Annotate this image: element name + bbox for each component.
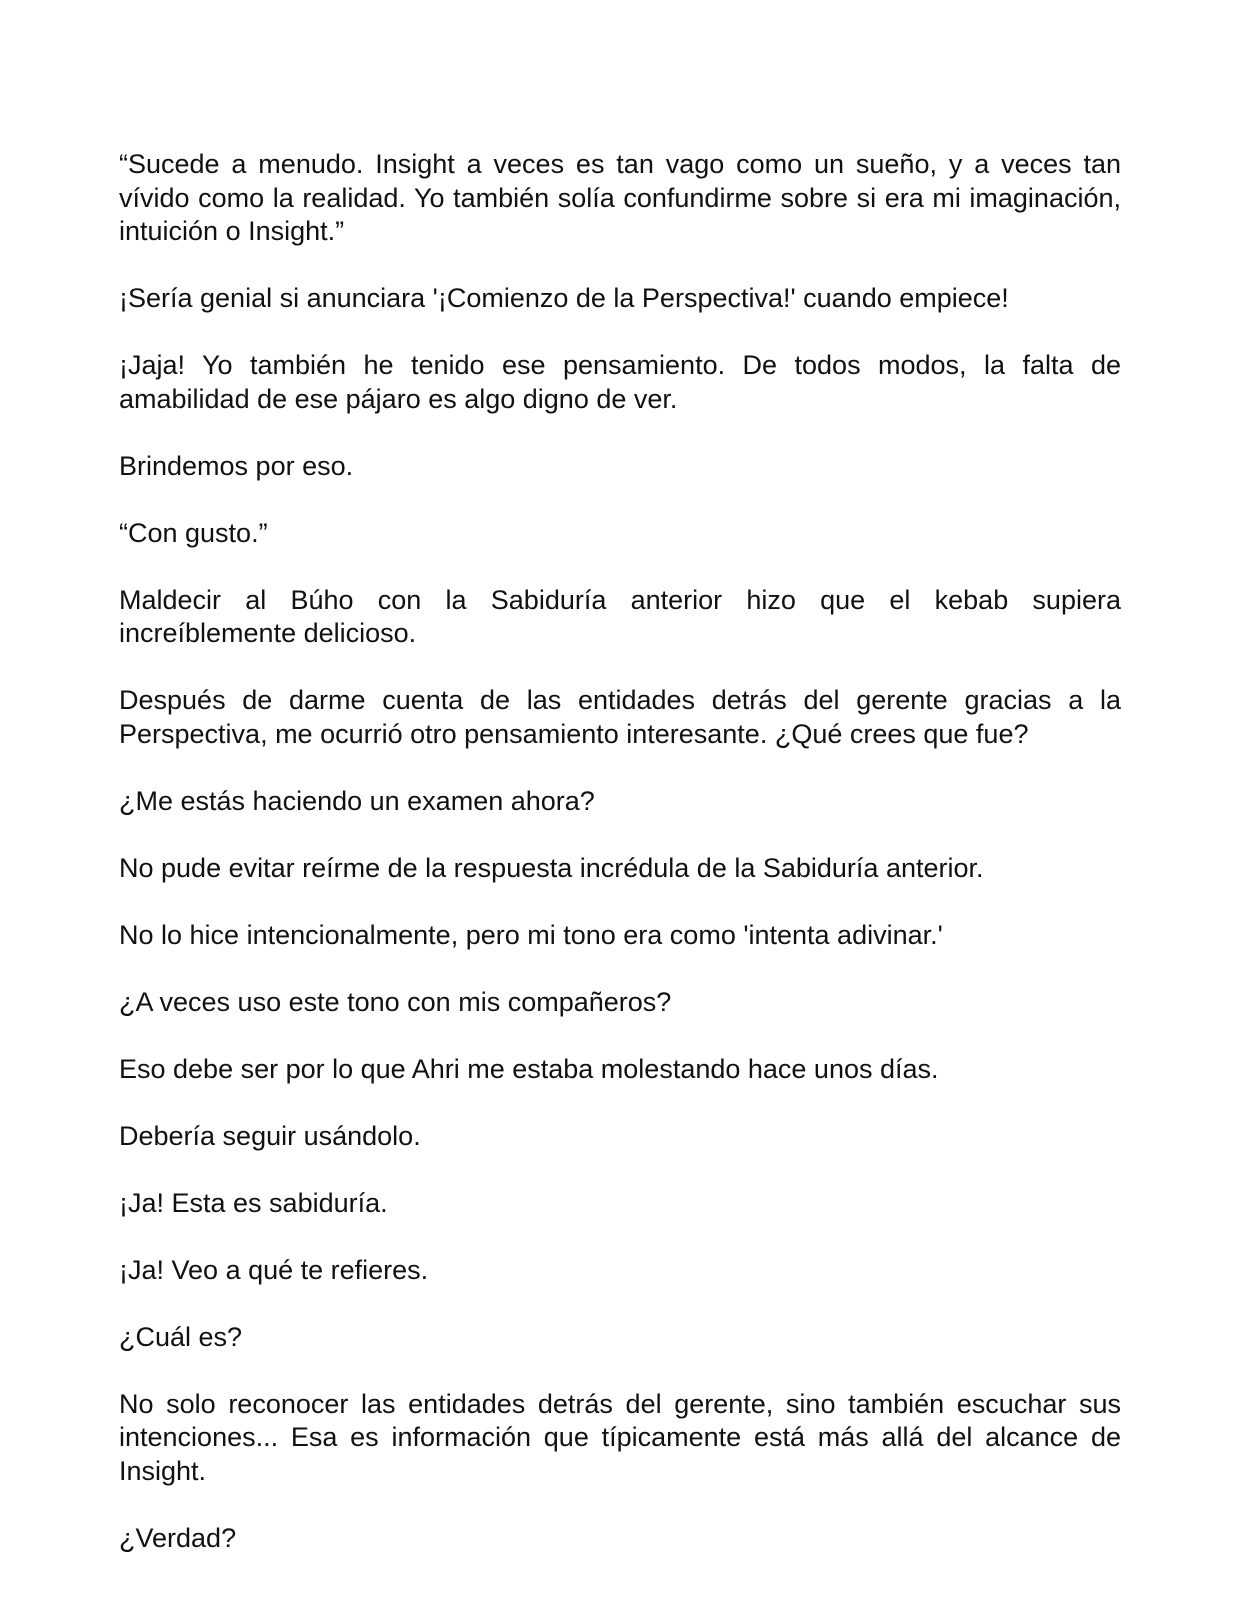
paragraph: ¡Sería genial si anunciara '¡Comienzo de la Perspectiva!' cuando empiece! — [119, 283, 1009, 313]
paragraph: ¿A veces uso este tono con mis compañeros? — [119, 986, 672, 1017]
paragraph: Maldecir al Búho con la Sabiduría anterior hizo que el kebab supiera increíblemente delicioso. — [119, 584, 1121, 648]
paragraph: Eso debe ser por lo que Ahri me estaba molestando hace unos días. — [119, 1053, 939, 1084]
paragraph: Después de darme cuenta de las entidades detrás del gerente gracias a la Perspectiva, me ocurrió otro pensamiento interesante. ¿Qué crees que fue? — [119, 685, 1121, 749]
paragraph: No lo hice intencionalmente, pero mi tono era como 'intenta adivinar.' — [119, 919, 943, 950]
paragraph: “Con gusto.” — [119, 517, 268, 548]
paragraph: ¿Me estás haciendo un examen ahora? — [119, 785, 595, 816]
paragraph: ¿Cuál es? — [119, 1321, 243, 1352]
paragraph: ¿Verdad? — [119, 1522, 237, 1553]
paragraph: ¡Jaja! Yo también he tenido ese pensamiento. De todos modos, la falta de amabilidad de ese pájaro es algo digno de ver. — [119, 350, 1121, 414]
paragraph: No solo reconocer las entidades detrás del gerente, sino también escuchar sus intenciones... Esa es información que típicamente está más allá del alcance de Insight. — [119, 1388, 1121, 1486]
document-body — [119, 148, 1121, 1589]
paragraph: Debería seguir usándolo. — [119, 1120, 421, 1151]
paragraph: Brindemos por eso. — [119, 450, 354, 481]
paragraph: ¡Ja! Esta es sabiduría. — [119, 1187, 388, 1218]
paragraph: “Sucede a menudo. Insight a veces es tan vago como un sueño, y a veces tan vívido como la realidad. Yo también solía confundirme sobre si era mi imaginación, intuición o Insight.” — [119, 149, 1121, 246]
paragraph: ¡Ja! Veo a qué te refieres. — [119, 1254, 429, 1285]
paragraph: No pude evitar reírme de la respuesta incrédula de la Sabiduría anterior. — [119, 852, 984, 883]
